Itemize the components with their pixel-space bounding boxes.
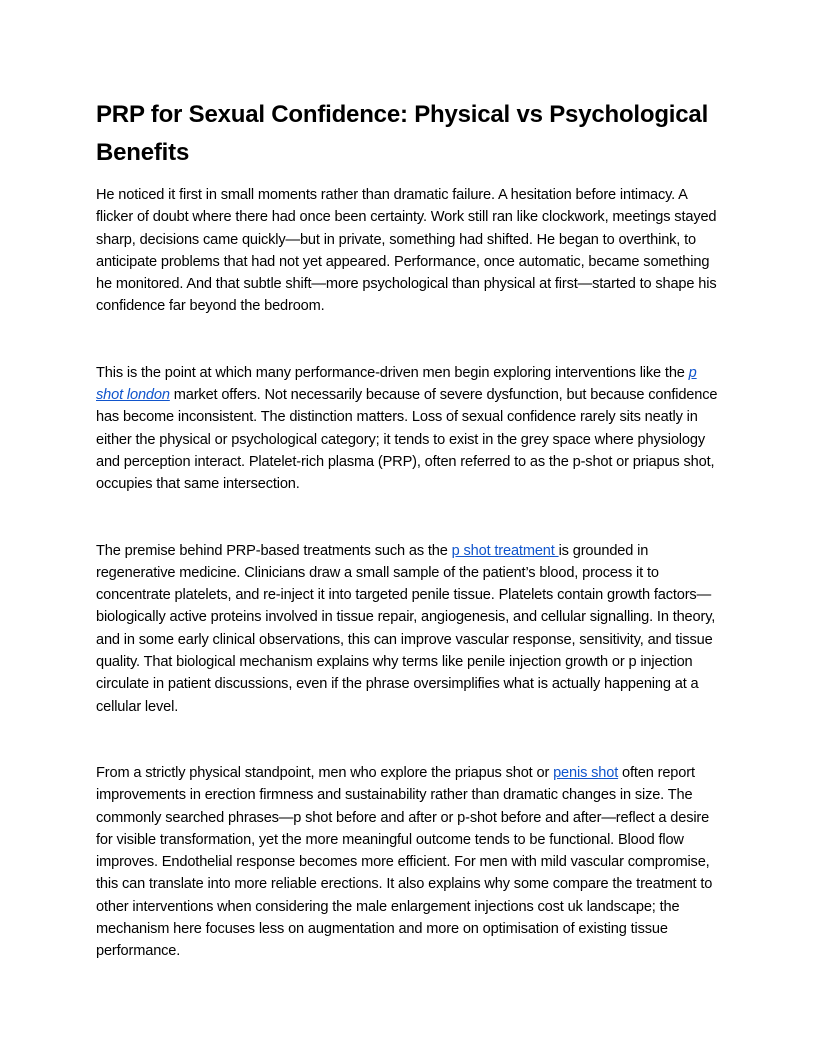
paragraph-4-text-after: often report improvements in erection firmness and sustainability rather than dramatic changes in size. The commonly searched phrases—p shot before and after or p-shot before and after—reflect a desire for visible transformation, yet the more meaningful outcome tends to be functional. Blood flow improves. Endothelial response becomes more efficient. For men with mild vascular compromise, this can translate into more reliable erections. It also explains why some compare the treatment to other interventions when considering the male enlargement injections cost uk landscape; the mechanism here focuses less on augmentation and more on optimisation of existing tissue performance. xyxy=(96,764,713,960)
p-shot-treatment-link[interactable]: p shot treatment xyxy=(451,542,559,559)
paragraph-2-text-after: market offers. Not necessarily because of severe dysfunction, but because confidence has become inconsistent. The distinction matters. Loss of sexual confidence rarely sits neatly in either the physical or psychological category; it tends to exist in the grey space where physiology and perception interact. Platelet-rich plasma (PRP), often referred to as the p-shot or priapus shot, occupies that same intersection. xyxy=(96,387,718,493)
paragraph-1-text: He noticed it first in small moments rather than dramatic failure. A hesitation before intimacy. A flicker of doubt where there had once been certainty. Work still ran like clockwork, meetings stayed sharp, decisions came quickly—but in private, something had shifted. He began to overthink, to anticipate problems that had not yet appeared. Performance, once automatic, became something he monitored. And that subtle shift—more psychological than physical at first—started to shape his confidence far beyond the bedroom. xyxy=(96,187,717,315)
paragraph-3-text-after: is grounded in regenerative medicine. Clinicians draw a small sample of the patient’s blood, process it to concentrate platelets, and re-inject it into targeted penile tissue. Platelets contain growth factors—biologically active proteins involved in tissue repair, angiogenesis, and cellular signalling. In theory, and in some early clinical observations, this can improve vascular response, sensitivity, and tissue quality. That biological mechanism explains why terms like penile injection growth or p injection circulate in patient discussions, even if the phrase oversimplifies what is actually happening at a cellular level. xyxy=(96,542,716,715)
paragraph-2 xyxy=(96,362,720,496)
penis-shot-link[interactable]: penis shot xyxy=(553,764,619,781)
paragraph-1 xyxy=(96,184,720,318)
article-title: PRP for Sexual Confidence: Physical vs Psychological Benefits xyxy=(96,101,709,166)
paragraph-4 xyxy=(96,762,720,963)
paragraph-3-text-before: The premise behind PRP-based treatments such as the xyxy=(96,542,452,559)
paragraph-4-text-before: From a strictly physical standpoint, men who explore the priapus shot or xyxy=(96,764,554,781)
paragraph-3 xyxy=(96,540,720,718)
document-page xyxy=(96,96,720,963)
paragraph-2-text-before: This is the point at which many performance-driven men begin exploring interventions like the xyxy=(96,364,689,381)
p-shot-london-link[interactable]: p shot london xyxy=(96,364,697,404)
